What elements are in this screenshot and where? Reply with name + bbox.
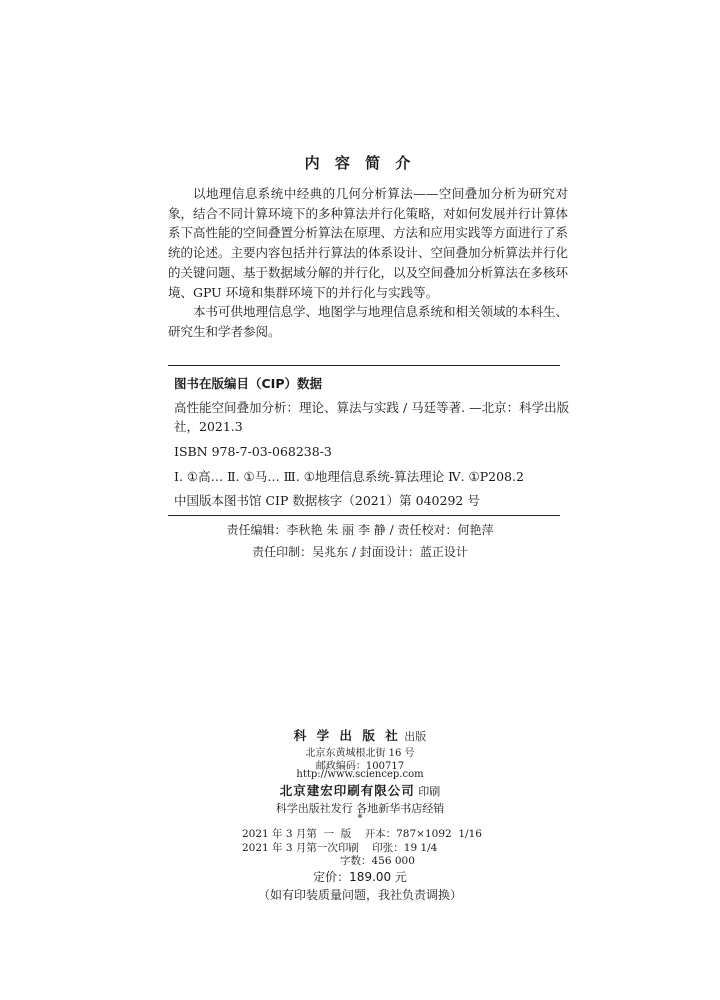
- price-note: （如有印装质量问题，我社负责调换）: [257, 888, 462, 902]
- cip-title-line-2: 社，2021.3: [174, 419, 243, 434]
- summary-paragraph-1: 以地理信息系统中经典的几何分析算法——空间叠加分析为研究对象，结合不同计算环境下的多种算法并行化策略，对如何发展并行计算体系下高性能的空间叠置分析算法在原理、方法和应用实践等方面进行了系统的论述。主要内容包括并行算法的体系设计、空间叠加分析算法并行化的关键问题、基于数据域分解的并行化，以及空间叠加分析算法在多核环境、GPU 环境和集群环境下的并行化与实践等。: [168, 186, 569, 300]
- publisher-role: 出版: [404, 730, 427, 743]
- publisher-postcode: 邮政编码：100717: [315, 761, 405, 772]
- publisher-line: [0, 726, 720, 744]
- edition-line: 2021 年 3 月第 一 版 开本：787×1092 1/16: [242, 828, 482, 840]
- separator-star: *: [357, 813, 363, 824]
- summary-title: 内 容 简 介: [304, 154, 416, 172]
- cip-library-number: 中国版本图书馆 CIP 数据核字（2021）第 040292 号: [174, 493, 480, 508]
- cip-isbn: ISBN 978-7-03-068238-3: [174, 444, 332, 459]
- cip-bottom-rule: [168, 515, 560, 516]
- cip-title-line: 高性能空间叠加分析：理论、算法与实践 / 马廷等著. —北京：科学出版: [174, 400, 570, 415]
- printer-line: [0, 781, 720, 799]
- publisher-url: http://www.sciencep.com: [296, 769, 424, 780]
- editors-line-2: 责任印制：吴兆东 / 封面设计：蓝正设计: [252, 545, 468, 559]
- editors-line-1: 责任编辑：李秋艳 朱 丽 李 静 / 责任校对：何艳萍: [226, 523, 494, 537]
- printer-name: 北京建宏印刷有限公司: [279, 783, 415, 798]
- cip-top-rule: [168, 365, 560, 366]
- summary-body: [168, 184, 568, 342]
- distribution-line: 科学出版社发行 各地新华书店经销: [275, 802, 445, 815]
- price-label: 定价：189.00 元: [313, 870, 407, 884]
- printer-role: 印刷: [418, 785, 441, 798]
- summary-paragraph-2: 本书可供地理信息学、地图学与地理信息系统和相关领域的本科生、研究生和学者参阅。: [168, 304, 569, 339]
- cip-classification: Ⅰ. ①高… Ⅱ. ①马… Ⅲ. ①地理信息系统-算法理论 Ⅳ. ①P208.2: [174, 469, 524, 484]
- publisher-address: 北京东黄城根北街 16 号: [305, 748, 415, 759]
- cip-heading: 图书在版编目（CIP）数据: [174, 376, 322, 391]
- printing-line: 2021 年 3 月第一次印刷 印张：19 1/4: [242, 842, 438, 854]
- publisher-name: 科 学 出 版 社: [293, 728, 401, 743]
- word-count-line: 字数：456 000: [340, 855, 415, 867]
